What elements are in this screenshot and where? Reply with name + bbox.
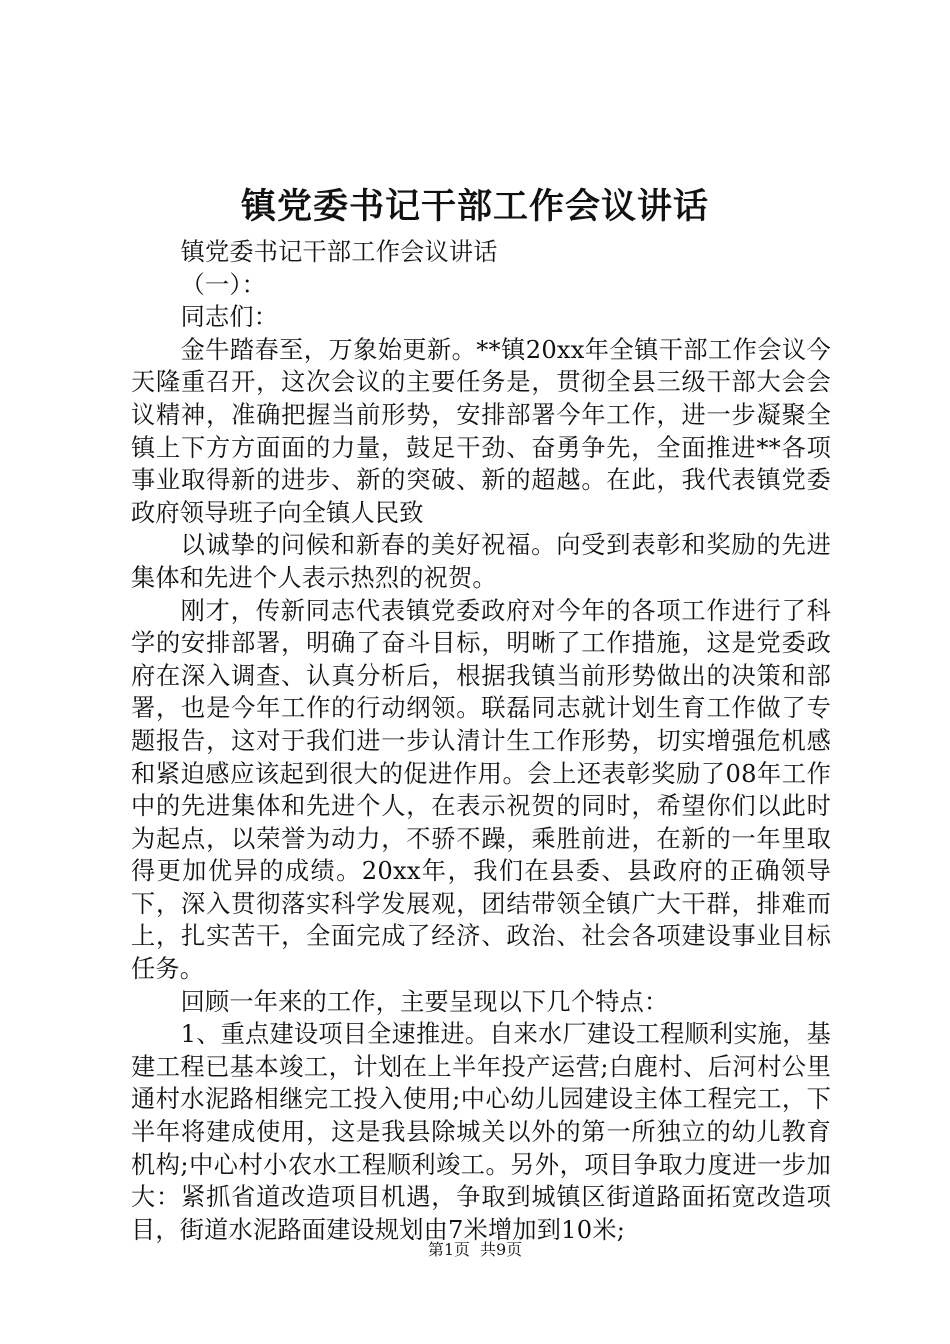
page-number: 第1页 [427,1240,470,1259]
paragraph-section-marker: （一）： [180,270,267,299]
paragraph-opening: 金牛踏春至，万象始更新。**镇20xx年全镇干部工作会议今天隆重召开，这次会议的主要任务是，贯彻全县三级干部大会会议精神，准确把握当前形势，安排部署今年工作，进一步凝聚全镇上下方方面面的力量，鼓足干劲、奋勇争先，全面推进**各项事业取得新的进步、新的突破、新的超越。在此，我代表镇党委政府领导班子向全镇人民致 [131,335,831,527]
page-total: 共9页 [480,1240,523,1259]
document-body [131,236,831,1246]
paragraph-greeting: 以诚挚的问候和新春的美好祝福。向受到表彰和奖励的先进集体和先进个人表示热烈的祝贺。 [131,531,831,592]
paragraph-salutation: 同志们： [180,303,279,332]
paragraph-feature-1: 1、重点建设项目全速推进。自来水厂建设工程顺利实施，基建工程已基本竣工，计划在上半年投产运营;白鹿村、后河村公里通村水泥路相继完工投入使用;中心幼儿园建设主体工程完工，下半年将建成使用，这是我县除城关以外的第一所独立的幼儿教育机构;中心村小农水工程顺利竣工。另外，项目争取力度进一步加大：紧抓省道改造项目机遇，争取到城镇区街道路面拓宽改造项目，街道水泥路面建设规划由7米增加到10米; [131,1020,831,1244]
paragraph-review: 刚才，传新同志代表镇党委政府对今年的各项工作进行了科学的安排部署，明确了奋斗目标，明晰了工作措施，这是党委政府在深入调查、认真分析后，根据我镇当前形势做出的决策和部署，也是今年工作的行动纲领。联磊同志就计划生育工作做了专题报告，这对于我们进一步认清计生工作形势，切实增强危机感和紧迫感应该起到很大的促进作用。会上还表彰奖励了08年工作中的先进集体和先进个人，在表示祝贺的同时，希望你们以此时为起点，以荣誉为动力，不骄不躁，乘胜前进，在新的一年里取得更加优异的成绩。20xx年，我们在县委、县政府的正确领导下，深入贯彻落实科学发展观，团结带领全镇广大干群，排难而上，扎实苦干，全面完成了经济、政治、社会各项建设事业目标任务。 [131,596,831,984]
page-footer [0,1239,950,1261]
paragraph-subtitle: 镇党委书记干部工作会议讲话 [180,238,498,266]
document-title: 镇党委书记干部工作会议讲话 [240,186,709,227]
paragraph-features-intro: 回顾一年来的工作，主要呈现以下几个特点： [180,987,669,1016]
